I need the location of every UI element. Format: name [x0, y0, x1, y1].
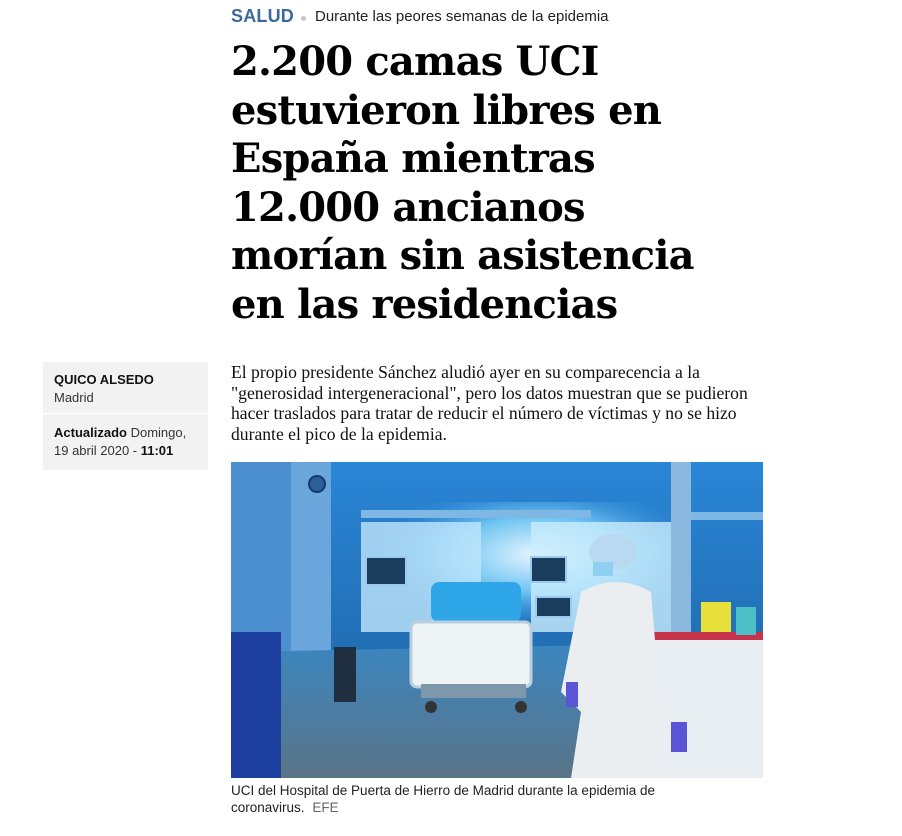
author-city: Madrid — [54, 390, 94, 405]
article-lead: El propio presidente Sánchez aludió ayer en su comparecencia a la "generosidad intergeneracional", pero los datos muestran que se pudieron hacer traslados para tratar de reducir el número de víctimas y no se hizo durante el pico de la epidemia. — [231, 362, 748, 444]
icu-photo-illustration — [231, 462, 763, 778]
updated-time: 11:01 — [140, 443, 174, 458]
kicker-subtitle: Durante las peores semanas de la epidemia — [315, 8, 609, 25]
author-name[interactable]: QUICO ALSEDO — [54, 372, 154, 387]
photo-credit: EFE — [312, 800, 339, 815]
section-link[interactable]: SALUD — [231, 6, 294, 26]
updated-label: Actualizado — [54, 425, 127, 440]
article-photo[interactable] — [231, 462, 763, 778]
article-kicker — [231, 6, 609, 27]
photo-caption — [231, 782, 731, 816]
updated-timestamp — [43, 414, 208, 470]
caption-text: UCI del Hospital de Puerta de Hierro de Madrid durante la epidemia de coronavirus. — [231, 783, 655, 815]
author-block — [43, 362, 208, 414]
article-headline: 2.200 camas UCI estuvieron libres en España mientras 12.000 ancianos morían sin asistencia en las residencias — [231, 38, 694, 328]
updated-date: Domingo, 19 abril 2020 - — [54, 425, 187, 458]
separator-dot — [301, 16, 306, 21]
byline-box — [43, 362, 208, 470]
